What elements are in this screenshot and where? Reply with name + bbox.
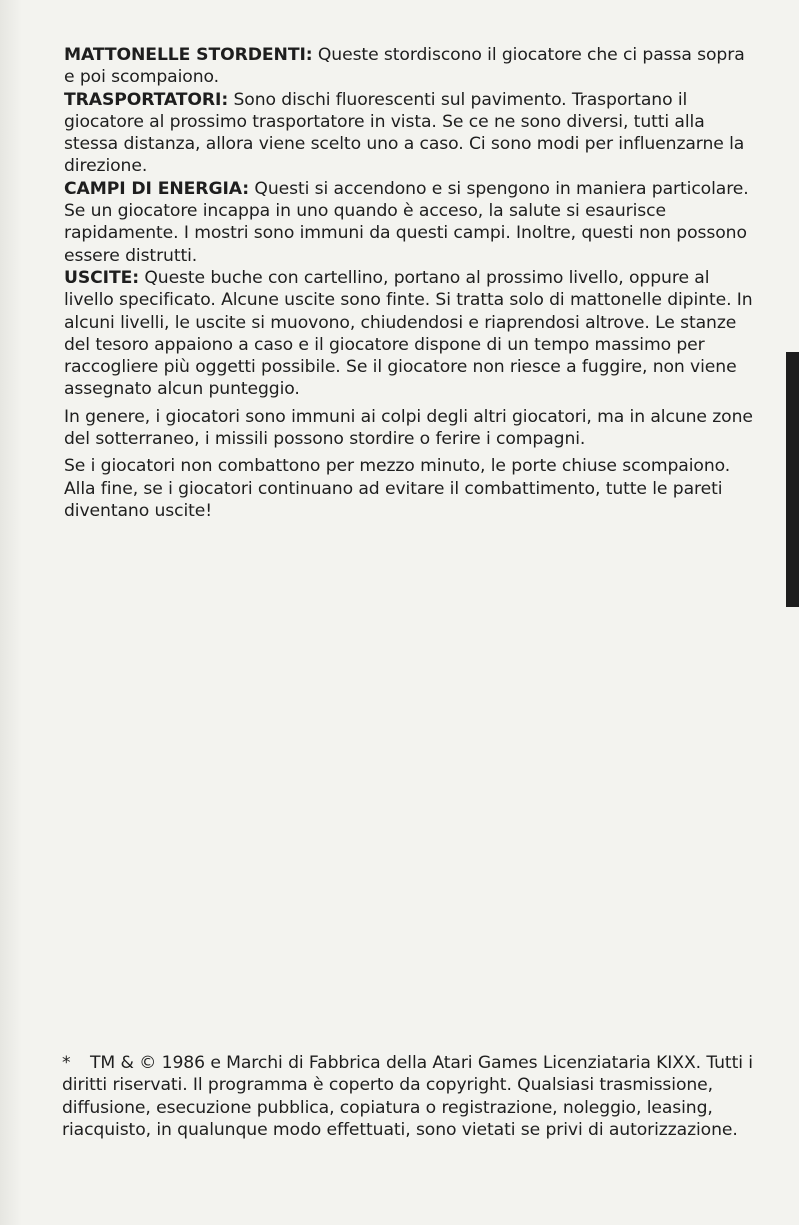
side-tab-marker <box>786 352 799 607</box>
term-trasportatori: TRASPORTATORI: <box>64 89 229 110</box>
paragraph-combattimento: Se i giocatori non combattono per mezzo minuto, le porte chiuse scompaiono. Alla fine, se i giocatori continuano ad evitare il combattimento, tutte le pareti diventano uscite! <box>64 456 731 521</box>
desc-mattonelle-stordenti: Queste stordiscono il giocatore che ci passa sopra e poi scompaiono. <box>64 45 745 88</box>
desc-trasportatori: Sono dischi fluorescenti sul pavimento. Trasportano il giocatore al prossimo trasportatore in vista. Se ce ne sono diversi, tutti alla stessa distanza, allora viene scelto uno a caso. Ci sono modi per influenzarne la direzione. <box>64 89 745 177</box>
section-mattonelle-stordenti <box>64 44 754 89</box>
section-campi-di-energia <box>64 178 754 267</box>
desc-uscite: Queste buche con cartellino, portano al prossimo livello, oppure al livello specificato. Alcune uscite sono finte. Si tratta solo di mattonelle dipinte. In alcuni livelli, le uscite si muovono, chiudendosi e riaprendosi altrove. Le stanze del tesoro appaiono a caso e il giocatore dispone di un tempo massimo per raccogliere più oggetti possibile. Se il giocatore non riesce a fuggire, non viene assegnato alcun punteggio. <box>64 267 753 400</box>
term-campi-di-energia: CAMPI DI ENERGIA: <box>64 178 250 199</box>
term-mattonelle-stordenti: MATTONELLE STORDENTI: <box>64 45 313 65</box>
paragraph-immunita: In genere, i giocatori sono immuni ai colpi degli altri giocatori, ma in alcune zone del sotterraneo, i missili possono stordire o ferire i compagni. <box>64 406 753 450</box>
desc-campi-di-energia: Questi si accendono e si spengono in maniera particolare. Se un giocatore incappa in uno quando è acceso, la salute si esaurisce rapidamente. I mostri sono immuni da questi campi. Inoltre, questi non possono essere distrutti. <box>64 178 749 266</box>
page-edge <box>0 0 22 1225</box>
copyright-notice <box>62 1052 762 1141</box>
section-trasportatori <box>64 89 754 178</box>
main-text <box>64 44 754 522</box>
term-uscite: USCITE: <box>64 267 139 288</box>
copyright-text: TM & © 1986 e Marchi di Fabbrica della Atari Games Licenziataria KIXX. Tutti i diritti riservati. Il programma è coperto da copyright. Qualsiasi trasmissione, diffusione, esecuzione pubblica, copiatura o registrazione, noleggio, leasing, riacquisto, in qualunque modo effettuati, sono vietati se privi di autorizzazione. <box>62 1053 753 1140</box>
asterisk-marker: * <box>62 1053 71 1073</box>
section-uscite <box>64 267 754 401</box>
